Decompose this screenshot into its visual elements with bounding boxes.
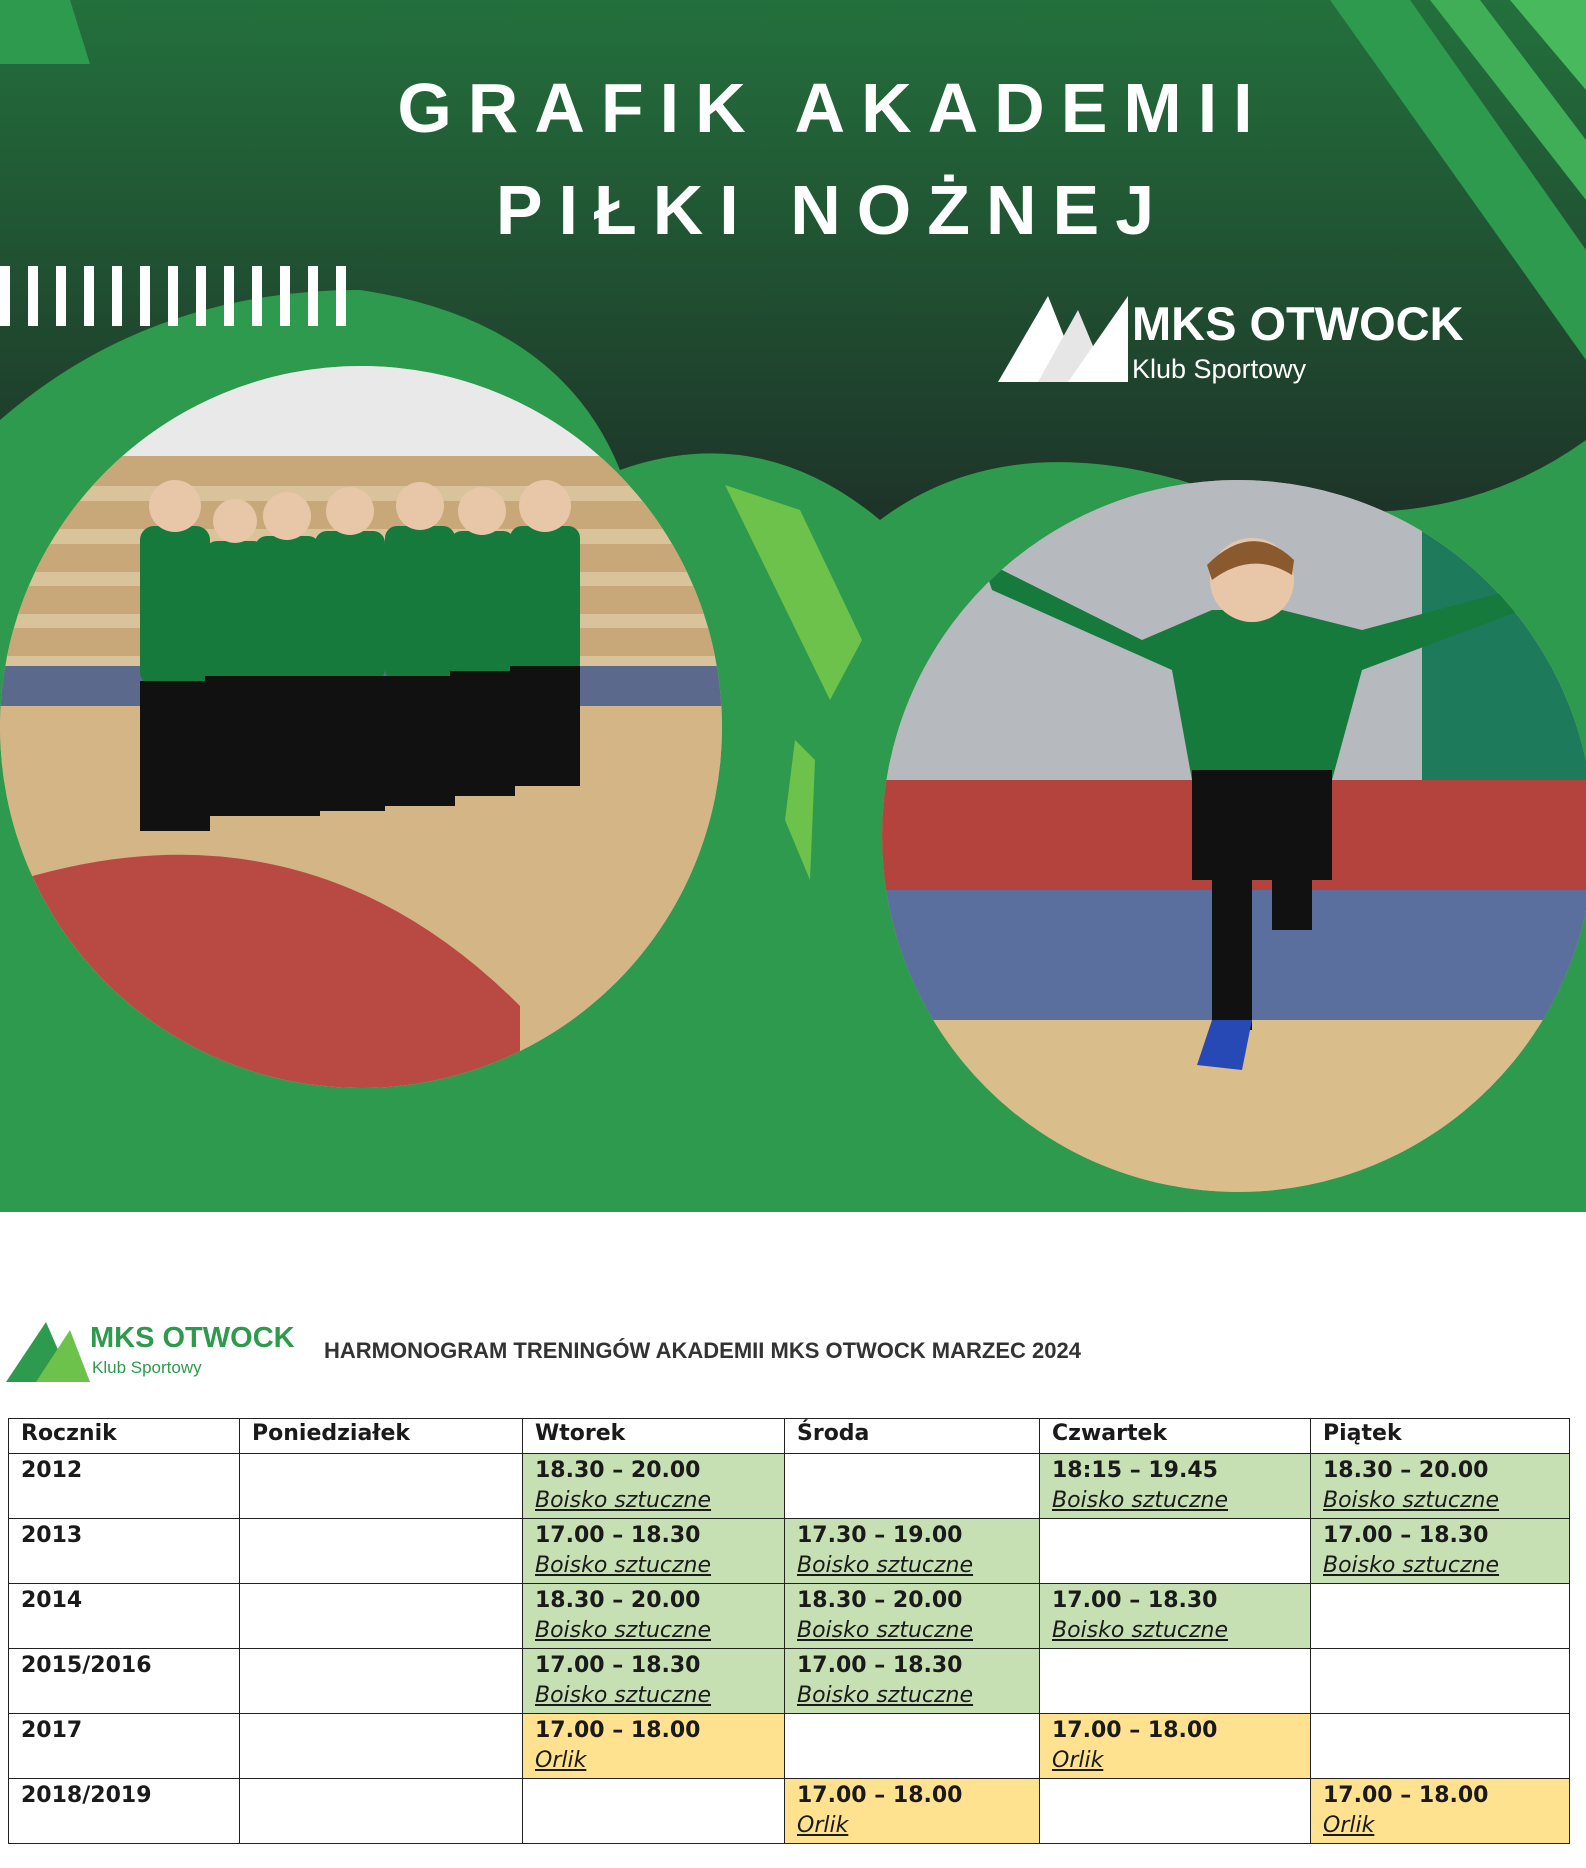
training-place: Boisko sztuczne [797,1553,974,1578]
training-time: 18.30 – 20.00 [535,1458,701,1483]
col-header: Poniedziałek [240,1419,523,1454]
training-time: 17.00 – 18.00 [1323,1783,1489,1808]
col-header: Rocznik [9,1419,240,1454]
schedule-cell [1311,1779,1570,1844]
mks-otwock-logo-small [6,1320,316,1384]
training-time: 17.00 – 18.30 [1323,1523,1489,1548]
training-time: 17.00 – 18.00 [535,1718,701,1743]
training-place: Orlik [1052,1748,1104,1773]
brand-subtitle-small: Klub Sportowy [92,1358,202,1377]
training-place: Boisko sztuczne [535,1488,712,1513]
schedule-cell [1040,1454,1311,1519]
poster-title-line1: GRAFIK AKADEMII [397,69,1269,147]
table-row [9,1714,1570,1779]
training-time: 17.30 – 19.00 [797,1523,963,1548]
year-cell [9,1584,240,1649]
training-place: Boisko sztuczne [1323,1488,1500,1513]
schedule-cell [785,1779,1040,1844]
schedule-cell [1311,1454,1570,1519]
schedule-cell [240,1649,523,1714]
training-place: Boisko sztuczne [1323,1553,1500,1578]
training-place: Boisko sztuczne [535,1683,712,1708]
table-row [9,1584,1570,1649]
col-header: Piątek [1311,1419,1570,1454]
schedule-cell [523,1454,785,1519]
schedule-cell [785,1519,1040,1584]
training-place: Boisko sztuczne [797,1618,974,1643]
brand-name-small: MKS OTWOCK [90,1322,295,1354]
year-label: 2014 [21,1588,83,1613]
training-time: 18:15 – 19.45 [1052,1458,1218,1483]
training-time: 18.30 – 20.00 [535,1588,701,1613]
mountain-logo-icon [998,296,1132,386]
mks-otwock-logo [998,296,1478,396]
schedule-cell [1311,1584,1570,1649]
schedule-cell [523,1779,785,1844]
schedule-cell [1311,1519,1570,1584]
schedule-cell [785,1714,1040,1779]
year-cell [9,1649,240,1714]
training-time: 17.00 – 18.30 [535,1653,701,1678]
training-time: 17.00 – 18.00 [1052,1718,1218,1743]
schedule-cell [240,1454,523,1519]
training-time: 17.00 – 18.30 [797,1653,963,1678]
training-place: Boisko sztuczne [535,1618,712,1643]
year-cell [9,1519,240,1584]
table-row [9,1649,1570,1714]
training-time: 17.00 – 18.30 [535,1523,701,1548]
training-place: Boisko sztuczne [797,1683,974,1708]
training-place: Orlik [797,1813,849,1838]
schedule-cell [240,1584,523,1649]
schedule-cell [1040,1714,1311,1779]
training-place: Orlik [1323,1813,1375,1838]
col-header: Środa [785,1419,1040,1454]
schedule-cell [240,1779,523,1844]
schedule-cell [785,1454,1040,1519]
schedule-cell [523,1649,785,1714]
schedule-cell [1040,1519,1311,1584]
schedule-header [0,1320,1586,1384]
training-time: 17.00 – 18.00 [797,1783,963,1808]
schedule-cell [240,1519,523,1584]
training-time: 18.30 – 20.00 [797,1588,963,1613]
table-header-row [9,1419,1570,1454]
schedule-cell [1311,1714,1570,1779]
training-time: 18.30 – 20.00 [1323,1458,1489,1483]
table-row [9,1454,1570,1519]
training-place: Orlik [535,1748,587,1773]
schedule-cell [523,1519,785,1584]
team-photo [0,366,722,1088]
training-place: Boisko sztuczne [1052,1618,1229,1643]
poster-title-line2: PIŁKI NOŻNEJ [495,171,1171,249]
schedule-cell [785,1649,1040,1714]
brand-name: MKS OTWOCK [1132,297,1464,350]
mountain-logo-icon-small [6,1320,92,1384]
schedule-cell [1040,1584,1311,1649]
schedule-cell [523,1714,785,1779]
brand-subtitle: Klub Sportowy [1132,354,1307,384]
schedule-heading: HARMONOGRAM TRENINGÓW AKADEMII MKS OTWOCK MARZEC 2024 [324,1338,1081,1363]
year-cell [9,1779,240,1844]
year-cell [9,1714,240,1779]
table-row [9,1779,1570,1844]
schedule-cell [1040,1779,1311,1844]
training-place: Boisko sztuczne [535,1553,712,1578]
col-header: Wtorek [523,1419,785,1454]
year-label: 2013 [21,1523,83,1548]
training-place: Boisko sztuczne [1052,1488,1229,1513]
player-photo [882,480,1586,1192]
schedule-cell [1040,1649,1311,1714]
table-row [9,1519,1570,1584]
schedule-table [8,1418,1570,1844]
white-stripes-decoration [0,262,360,328]
schedule-cell [785,1584,1040,1649]
year-label: 2012 [21,1458,83,1483]
col-header: Czwartek [1040,1419,1311,1454]
training-time: 17.00 – 18.30 [1052,1588,1218,1613]
schedule-cell [523,1584,785,1649]
year-label: 2017 [21,1718,83,1743]
year-label: 2018/2019 [21,1783,152,1808]
schedule-cell [240,1714,523,1779]
year-cell [9,1454,240,1519]
year-label: 2015/2016 [21,1653,152,1678]
schedule-cell [1311,1649,1570,1714]
